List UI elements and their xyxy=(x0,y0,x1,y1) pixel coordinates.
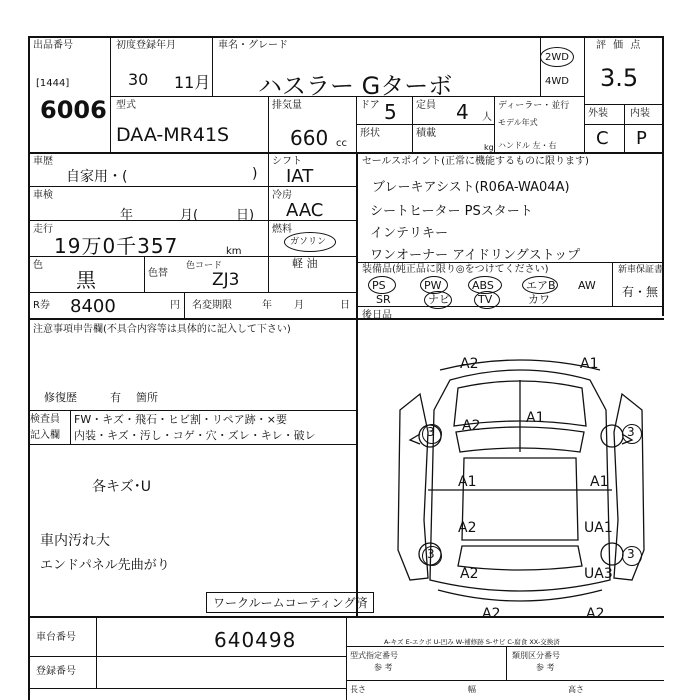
equip-navi-circle xyxy=(424,291,452,309)
handwritten-note-3: エンドパネル先曲がり xyxy=(40,558,170,573)
recycle-value: 8400 xyxy=(70,296,116,317)
history-close: ) xyxy=(252,166,258,182)
first-registration-label: 初度登録年月 xyxy=(116,40,176,51)
cargo-unit: kg xyxy=(484,143,494,152)
length-label: 長さ xyxy=(350,685,366,694)
color-label: 色 xyxy=(33,260,43,271)
lot-number: 6006 xyxy=(40,96,107,124)
handwritten-note-2: 車内汚れ大 xyxy=(40,533,110,549)
equip-tv-circle xyxy=(474,291,500,309)
equip-leather: カワ xyxy=(528,293,550,306)
tire-rear-right-mark: 3 xyxy=(627,547,635,561)
recorder-label: 記入欄 xyxy=(30,430,60,441)
category-number-label: 類別区分番号 xyxy=(512,651,560,660)
equip-airbag-circle xyxy=(522,276,558,294)
damage-mark-rear-left: A2 xyxy=(482,606,501,622)
shift-value: IAT xyxy=(286,166,314,187)
color-code-label: 色コード xyxy=(186,261,223,271)
equip-airbag: エアB xyxy=(526,279,556,292)
fuel-label: 燃料 xyxy=(272,224,292,235)
history-label: 車歴 xyxy=(33,156,53,167)
first-registration-year: 30 xyxy=(128,70,149,89)
history-value: 自家用・( xyxy=(66,169,128,185)
name-term-month: 月 xyxy=(294,300,304,311)
name-term-year: 年 xyxy=(262,300,272,311)
displacement-value: 660 xyxy=(290,126,329,150)
damage-mark-door-rear-left: A2 xyxy=(458,520,477,536)
check-row-interior: 内装・キズ・汚し・コゲ・穴・ズレ・キレ・破レ xyxy=(74,429,316,442)
handle-label: ハンドル 左・右 xyxy=(498,141,557,150)
displacement-unit: cc xyxy=(336,138,347,149)
door-label: ドア xyxy=(360,100,380,111)
capacity-label: 定員 xyxy=(416,100,436,111)
damage-mark-door-rear-right: UA1 xyxy=(584,520,613,536)
drive-4wd: 4WD xyxy=(545,76,569,87)
mileage-label: 走行 xyxy=(33,224,53,235)
equip-tv: TV xyxy=(478,293,493,306)
score-label: 評 価 点 xyxy=(596,40,643,51)
equip-ps-circle xyxy=(368,276,396,294)
sales-point-4: ワンオーナー アイドリングストップ xyxy=(370,248,581,263)
mileage-value: 19万0千357 xyxy=(54,234,179,258)
sales-point-3: インテリキー xyxy=(370,226,449,241)
model-year-label: モデル年式 xyxy=(498,118,538,127)
declaration-label: 注意事項申告欄(不具合内容等は具体的に記入して下さい) xyxy=(33,324,291,335)
height-label: 高さ xyxy=(568,685,584,694)
shaken-month: 月( xyxy=(180,208,199,223)
cargo-label: 積載 xyxy=(416,128,436,139)
equipment-title: 装備品(純正品に限り◎をつけてください) xyxy=(362,264,549,275)
door-count: 5 xyxy=(384,100,397,124)
sales-point-2: シートヒーター PSスタート xyxy=(370,204,533,219)
repair-place: 箇所 xyxy=(136,391,158,404)
aircon-label: 冷房 xyxy=(272,190,292,201)
shaken-year: 年 xyxy=(120,208,134,223)
first-registration-month: 11月 xyxy=(174,73,211,92)
spec-number-label: 型式指定番号 xyxy=(350,651,398,660)
damage-mark-front-left: A2 xyxy=(460,356,479,372)
handwritten-note-1: 各キズ･U xyxy=(92,479,151,495)
tire-front-right-mark: 3 xyxy=(627,425,635,439)
car-damage-diagram xyxy=(380,340,662,618)
fuel-gasoline: ガソリン xyxy=(290,237,327,247)
drive-2wd-circle xyxy=(540,47,574,67)
after-items-label: 後日品 xyxy=(362,310,392,321)
mileage-unit: km xyxy=(226,246,242,257)
damage-mark-quarter-right: UA3 xyxy=(584,566,613,582)
handwritten-note-4: ワークルームコーティング済 xyxy=(206,592,374,613)
model-label: 型式 xyxy=(116,100,136,111)
score-value: 3.5 xyxy=(600,64,639,92)
sales-point-1: ブレーキアシスト(R06A-WA04A) xyxy=(372,180,570,195)
chassis-number: 640498 xyxy=(214,628,297,652)
recycle-unit: 円 xyxy=(170,300,180,311)
name-term-label: 名変期限 xyxy=(192,300,232,311)
equip-aw: AW xyxy=(578,279,596,292)
shift-label: シフト xyxy=(272,156,302,167)
aircon-value: AAC xyxy=(286,200,324,221)
category-ref: 参 考 xyxy=(536,663,555,672)
displacement-label: 排気量 xyxy=(272,100,302,111)
damage-mark-quarter-left: A2 xyxy=(460,566,479,582)
lot-sub-number: [1444] xyxy=(36,78,70,89)
tire-front-left-mark: 3 xyxy=(427,425,435,439)
equip-pw: PW xyxy=(424,279,442,292)
equip-abs: ABS xyxy=(472,279,494,292)
capacity-unit: 人 xyxy=(482,112,492,123)
damage-mark-rear-right: A2 xyxy=(586,606,605,622)
chassis-label: 車台番号 xyxy=(36,632,76,643)
recycle-label: R券 xyxy=(33,300,50,311)
dealer-label: ディーラー・並行 xyxy=(498,101,570,111)
equip-navi: ナビ xyxy=(428,293,450,306)
warranty-value: 有・無 xyxy=(622,285,659,299)
damage-mark-hood: A1 xyxy=(526,410,545,426)
lot-number-label: 出品番号 xyxy=(33,40,73,51)
interior-grade: P xyxy=(636,128,647,149)
color-code-value: ZJ3 xyxy=(212,270,240,290)
drive-2wd: 2WD xyxy=(545,52,569,63)
fuel-diesel: 軽 油 xyxy=(292,257,318,270)
shaken-label: 車検 xyxy=(33,190,53,201)
spec-ref: 参 考 xyxy=(374,663,393,672)
capacity-value: 4 xyxy=(456,100,469,124)
inspector-label: 検査員 xyxy=(30,414,60,425)
exterior-grade: C xyxy=(596,128,609,149)
interior-label: 内装 xyxy=(630,108,650,119)
shape-label: 形状 xyxy=(360,128,380,139)
tire-rear-left-mark: 3 xyxy=(427,547,435,561)
repair-history-value: 有 xyxy=(110,391,121,404)
color-change-label: 色替 xyxy=(148,268,168,279)
damage-mark-front-right: A1 xyxy=(580,356,599,372)
shaken-day: 日) xyxy=(236,208,255,223)
width-label: 幅 xyxy=(468,685,476,694)
damage-mark-door-front-left: A1 xyxy=(458,474,477,490)
damage-mark-door-front-right: A1 xyxy=(590,474,609,490)
car-name-label: 車名・グレード xyxy=(218,40,288,51)
registration-label: 登録番号 xyxy=(36,666,76,677)
repair-history-label: 修復歴 xyxy=(44,391,77,404)
equip-ps: PS xyxy=(372,279,386,292)
name-term-day: 日 xyxy=(340,300,350,311)
damage-mark-fender-left: A2 xyxy=(462,418,481,434)
warranty-label: 新車保証書 xyxy=(618,265,664,275)
equip-sr: SR xyxy=(376,293,391,306)
exterior-label: 外装 xyxy=(588,108,608,119)
sales-points-title: セールスポイント(正常に機能するものに限ります) xyxy=(362,156,589,167)
fuel-gasoline-circle xyxy=(284,232,336,252)
car-name: ハスラー Gターボ xyxy=(258,72,453,100)
model-code: DAA-MR41S xyxy=(116,124,230,146)
damage-legend: A-キズ E-エクボ U-凹み W-補修跡 S-サビ C-腐食 XX-交換済 xyxy=(384,638,560,646)
check-row-exterior: FW・キズ・飛石・ヒビ割・リペア跡・×要 xyxy=(74,413,287,426)
color-value: 黒 xyxy=(76,268,96,292)
